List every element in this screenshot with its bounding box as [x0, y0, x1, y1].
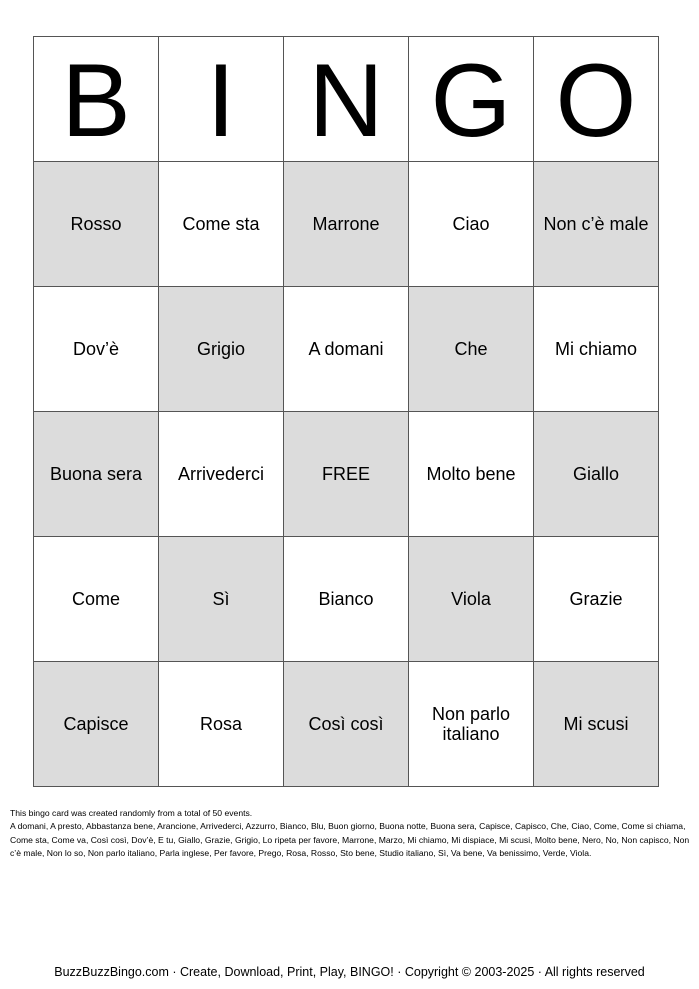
bingo-cell: Rosa — [159, 662, 284, 787]
header-letter-b: B — [34, 37, 159, 162]
bingo-cell: A domani — [284, 287, 409, 412]
header-letter-o: O — [534, 37, 659, 162]
bingo-cell: Sì — [159, 537, 284, 662]
event-word-list: A domani, A presto, Abbastanza bene, Arancione, Arrivederci, Azzurro, Bianco, Blu, Buon giorno, Buona notte, Buona sera, Capisce, Capisco, Che, Ciao, Come, Come si chiama, Come sta, Come va, Così così, Dov’è, E tu, Giallo, Grazie, Grigio, Lo ripeta per favore, Marrone, Marzo, Mi chiamo, Mi dispiace, Mi scusi, Molto bene, Nero, No, Non capisco, Non c’è male, Non lo so, Non parlo italiano, Parla inglese, Per favore, Prego, Rosa, Rosso, Sto bene, Studio italiano, Sì, Va bene, Va benissimo, Verde, Viola. — [10, 821, 690, 858]
bingo-cell: Come — [34, 537, 159, 662]
bingo-cell: Come sta — [159, 162, 284, 287]
bingo-cell: Mi scusi — [534, 662, 659, 787]
bingo-cell: Giallo — [534, 412, 659, 537]
bingo-cell: Rosso — [34, 162, 159, 287]
bingo-cell: Ciao — [409, 162, 534, 287]
bingo-row-4 — [34, 537, 659, 662]
bingo-header-row — [34, 37, 659, 162]
bingo-cell: Dov’è — [34, 287, 159, 412]
page-footer: BuzzBuzzBingo.com · Create, Download, Print, Play, BINGO! · Copyright © 2003-2025 · All rights reserved — [54, 965, 645, 979]
bingo-row-2 — [34, 287, 659, 412]
bingo-row-5 — [34, 662, 659, 787]
header-letter-g: G — [409, 37, 534, 162]
bingo-cell: Buona sera — [34, 412, 159, 537]
bingo-cell: Mi chiamo — [534, 287, 659, 412]
bingo-cell: Così così — [284, 662, 409, 787]
bingo-row-3 — [34, 412, 659, 537]
bingo-cell: Grazie — [534, 537, 659, 662]
bingo-cell: Grigio — [159, 287, 284, 412]
free-space-cell: FREE — [284, 412, 409, 537]
bingo-cell: Arrivederci — [159, 412, 284, 537]
bingo-cell: Non c’è male — [534, 162, 659, 287]
bingo-cell: Bianco — [284, 537, 409, 662]
header-letter-i: I — [159, 37, 284, 162]
bingo-cell: Molto bene — [409, 412, 534, 537]
bingo-cell: Viola — [409, 537, 534, 662]
bingo-cell: Non parlo italiano — [409, 662, 534, 787]
bingo-cell: Che — [409, 287, 534, 412]
bingo-cell: Capisce — [34, 662, 159, 787]
bingo-cell: Marrone — [284, 162, 409, 287]
header-letter-n: N — [284, 37, 409, 162]
bingo-row-1 — [34, 162, 659, 287]
bingo-card — [33, 36, 659, 787]
card-caption: This bingo card was created randomly from a total of 50 events. — [10, 808, 253, 818]
